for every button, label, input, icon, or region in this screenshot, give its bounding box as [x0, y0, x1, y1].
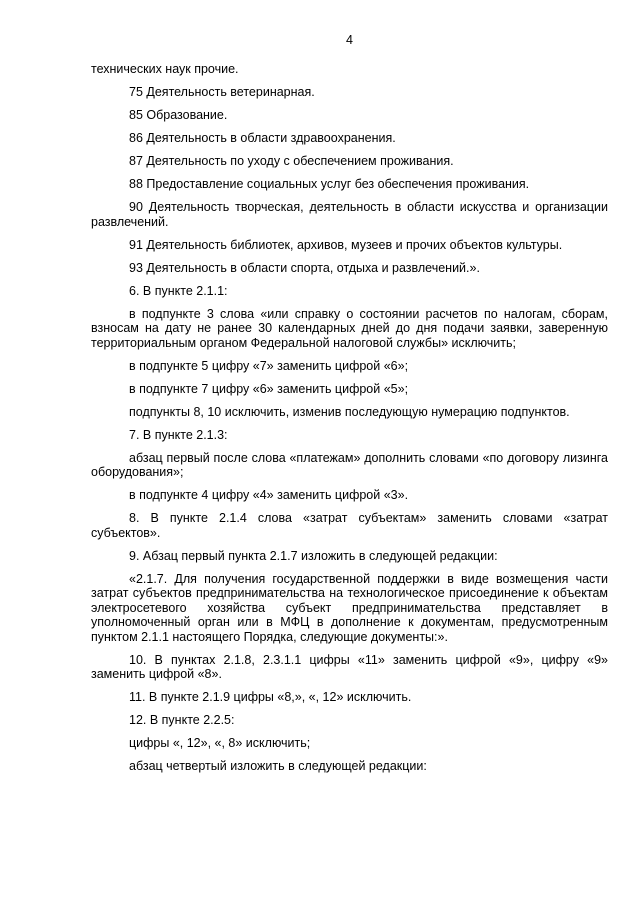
paragraph: 86 Деятельность в области здравоохранения. — [129, 131, 396, 145]
paragraph: 11. В пункте 2.1.9 цифры «8,», «, 12» исключить. — [129, 690, 412, 704]
paragraph: 7. В пункте 2.1.3: — [129, 427, 228, 442]
page-number: 4 — [346, 33, 353, 47]
paragraph: 12. В пункте 2.2.5: — [129, 713, 235, 727]
paragraph: абзац четвертый изложить в следующей редакции: — [129, 759, 427, 773]
paragraph: 88 Предоставление социальных услуг без обеспечения проживания. — [129, 177, 530, 191]
paragraph: 90 Деятельность творческая, деятельность в области искусства и организации развлечений. — [91, 200, 608, 229]
paragraph: 93 Деятельность в области спорта, отдыха и развлечений.». — [129, 260, 480, 275]
paragraph: в подпункте 5 цифру «7» заменить цифрой «6»; — [129, 358, 409, 373]
paragraph: 75 Деятельность ветеринарная. — [129, 85, 315, 99]
paragraph: 91 Деятельность библиотек, архивов, музеев и прочих объектов культуры. — [129, 237, 563, 252]
document-body — [91, 62, 608, 774]
paragraph: цифры «, 12», «, 8» исключить; — [129, 736, 311, 750]
paragraph: технических наук прочие. — [91, 62, 239, 76]
paragraph: 85 Образование. — [129, 108, 228, 122]
paragraph: «2.1.7. Для получения государственной поддержки в виде возмещения части затрат субъектов предпринимательства на технологическое присоединение к объектам электросетевого хозяйства субъект предпринимательства представляет в уполномоченный орган или в МФЦ в дополнение к документам, предусмотренным пунктом 2.1.1 настоящего Порядка, следующие документы:». — [91, 571, 608, 644]
paragraph: 87 Деятельность по уходу с обеспечением проживания. — [129, 154, 454, 168]
paragraph: 10. В пунктах 2.1.8, 2.3.1.1 цифры «11» заменить цифрой «9», цифру «9» заменить цифрой «8». — [91, 652, 608, 681]
paragraph: 6. В пункте 2.1.1: — [129, 283, 228, 298]
paragraph: 9. Абзац первый пункта 2.1.7 изложить в следующей редакции: — [129, 548, 498, 563]
paragraph: в подпункте 3 слова «или справку о состоянии расчетов по налогам, сборам, взносам на дату не ранее 30 календарных дней до дня подачи заявки, заверенную территориальным органом Федеральной налоговой службы» исключить; — [91, 306, 608, 350]
paragraph: подпункты 8, 10 исключить, изменив последующую нумерацию подпунктов. — [129, 404, 570, 419]
paragraph: абзац первый после слова «платежам» дополнить словами «по договору лизинга оборудования»; — [91, 450, 608, 479]
paragraph: в подпункте 7 цифру «6» заменить цифрой «5»; — [129, 381, 409, 396]
paragraph: 8. В пункте 2.1.4 слова «затрат субъектам» заменить словами «затрат субъектов». — [91, 511, 608, 540]
paragraph: в подпункте 4 цифру «4» заменить цифрой «3». — [129, 488, 409, 502]
